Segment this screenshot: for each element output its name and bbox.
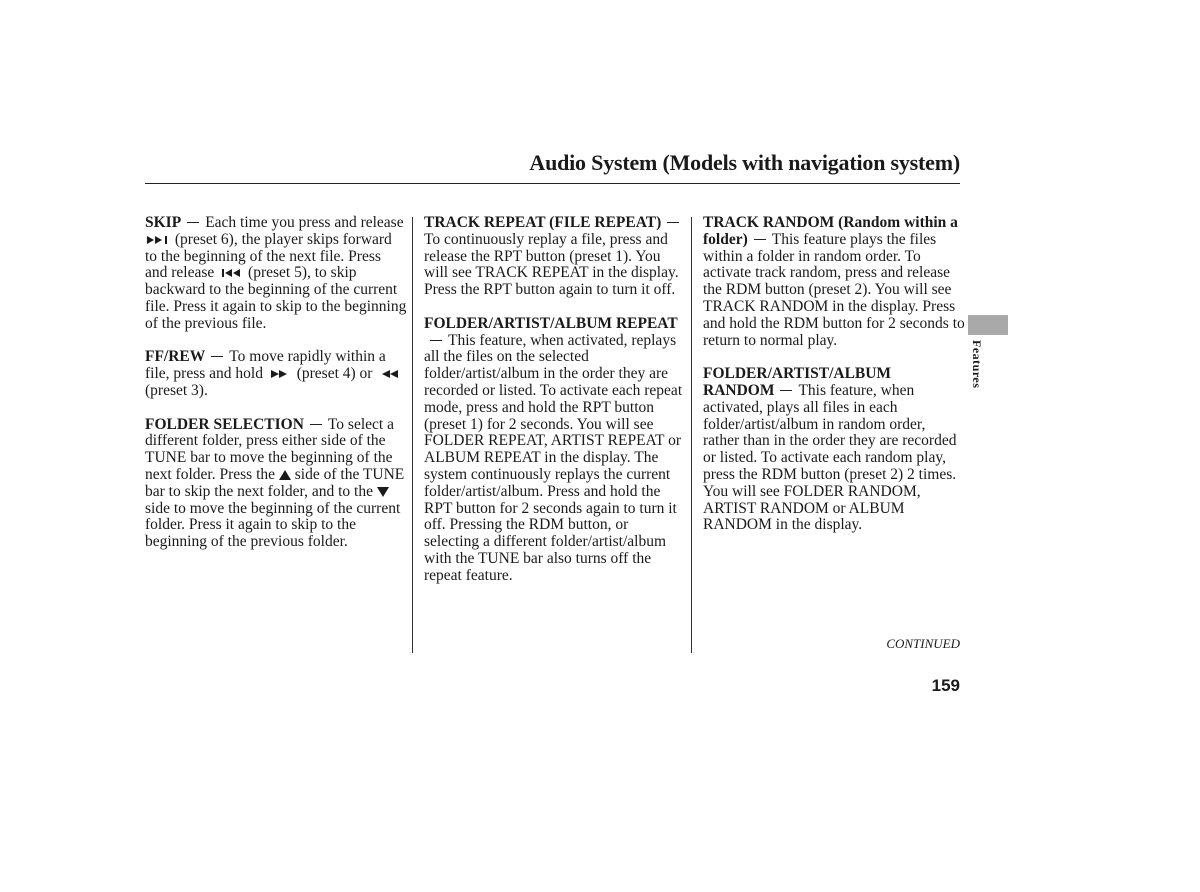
triangle-down-icon — [377, 487, 389, 497]
column-divider — [691, 217, 692, 653]
ffrew-heading: FF/REW — [145, 348, 206, 366]
em-dash — [187, 222, 199, 223]
ffrew-text-3: (preset 3). — [145, 381, 208, 399]
skip-text-1: Each time you press and release — [205, 214, 404, 231]
continued-label: CONTINUED — [886, 636, 960, 651]
track-random-heading: TRACK RANDOM (Random within a folder) — [703, 214, 958, 248]
em-dash — [430, 340, 442, 341]
ffrew-text-1: To move rapidly within a file, press and hold — [145, 348, 386, 383]
em-dash — [310, 424, 322, 425]
folder-repeat-text: This feature, when activated, replays all the files on the selected folder/artist/album in the order they are recorded or listed. To activate each repeat mode, press and hold the RPT button (preset 1) for 2 seconds. You will see FOLDER REPEAT, ARTIST REPEAT or ALBUM REPEAT in the display. The system continuously replays the current folder/artist/album. Press and hold the RPT button for 2 seconds again to turn it off. Pressing the RDM button, or selecting a different folder/artist/album with the TUNE bar also turns off the repeat feature. — [424, 331, 683, 584]
header-rule — [145, 183, 960, 184]
skip-back-icon — [218, 268, 244, 278]
folder-random-text: This feature, when activated, plays all files in each folder/artist/album in random order, rather than in the order they are recorded or listed. To activate each random play, press the RDM button (preset 2) 2 times. You will see FOLDER RANDOM, ARTIST RANDOM or ALBUM RANDOM in the display. — [703, 381, 957, 534]
section-tab-label: Features — [970, 340, 984, 389]
track-repeat-heading: TRACK REPEAT (FILE REPEAT) — [424, 214, 662, 231]
triangle-up-icon — [279, 470, 291, 480]
track-random-text: This feature plays the files within a folder in random order. To activate track random, press and release the RDM button (preset 2). You will see TRACK RANDOM in the display. Press and hold the RDM button for 2 seconds to return to normal play. — [703, 230, 965, 349]
fast-forward-icon — [267, 369, 293, 379]
page-title: Audio System (Models with navigation system) — [529, 150, 960, 175]
column-left — [145, 215, 407, 568]
skip-section — [145, 215, 407, 333]
page-number: 159 — [931, 676, 960, 695]
column-right — [703, 215, 965, 551]
folder-selection-heading: FOLDER SELECTION — [145, 415, 304, 433]
folder-repeat-heading: FOLDER/ARTIST/ALBUM REPEAT — [424, 314, 678, 332]
em-dash — [780, 390, 792, 391]
em-dash — [754, 239, 766, 240]
rewind-icon — [376, 369, 402, 379]
skip-heading: SKIP — [145, 214, 182, 231]
skip-text-2: (preset 6), the player skips forward to the beginning of the next file. Press and release — [145, 230, 392, 282]
track-repeat-text: To continuously replay a file, press and release the RPT button (preset 1). You will see TRACK REPEAT in the display. Press the RPT button again to turn it off. — [424, 230, 679, 299]
skip-forward-icon — [145, 235, 171, 245]
column-divider — [412, 217, 413, 653]
em-dash — [211, 356, 223, 357]
folder-random-section — [703, 366, 965, 534]
track-repeat-section — [424, 215, 686, 299]
folder-random-heading: FOLDER/ARTIST/ALBUM RANDOM — [703, 365, 892, 399]
folder-selection-text-3: side to move the beginning of the current folder. Press it again to skip to the beginning of the previous folder. — [145, 499, 401, 551]
track-random-section — [703, 215, 965, 349]
skip-text-3: (preset 5), to skip backward to the beginning of the current file. Press it again to skip to the beginning of the previous file. — [145, 264, 407, 332]
ffrew-section — [145, 349, 407, 399]
folder-selection-text-2: side of the TUNE bar to skip the next folder, and to the — [145, 465, 405, 500]
folder-repeat-section — [424, 316, 686, 585]
column-middle — [424, 215, 686, 601]
folder-selection-section — [145, 417, 407, 551]
section-tab — [968, 315, 1008, 335]
ffrew-text-2: (preset 4) or — [296, 365, 373, 383]
folder-selection-text-1: To select a different folder, press either side of the TUNE bar to move the beginning of the next folder. Press the — [145, 415, 394, 483]
em-dash — [667, 222, 679, 223]
